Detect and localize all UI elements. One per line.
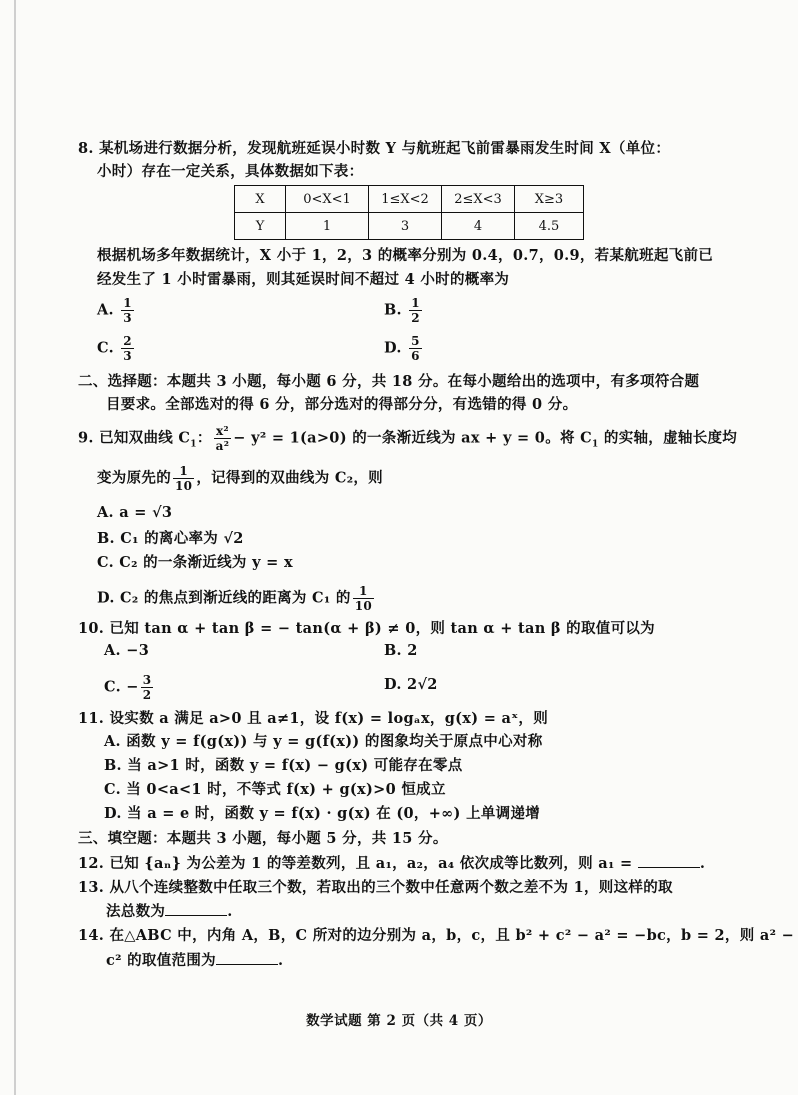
denominator: 3 xyxy=(123,311,132,325)
q9-option-c: C. C₂ 的一条渐近线为 y = x xyxy=(97,554,293,571)
q11-option-d: D. 当 a = e 时，函数 y = f(x) · g(x) 在 (0，+∞) 上单调递增 xyxy=(104,805,541,822)
q8-line4: 经发生了 1 小时雷暴雨，则其延误时间不超过 4 小时的概率为 xyxy=(97,271,510,288)
section3-heading: 三、填空题：本题共 3 小题，每小题 5 分，共 15 分。 xyxy=(78,830,448,847)
section2-line1: 二、选择题：本题共 3 小题，每小题 6 分，共 18 分。在每小题给出的选项中，有多项符合题 xyxy=(78,373,700,390)
numerator: 5 xyxy=(411,334,420,348)
q8-line2: 小时）存在一定关系，具体数据如下表： xyxy=(97,163,364,180)
numerator: x² xyxy=(214,424,232,439)
table-row xyxy=(235,213,584,240)
q9-text: 变为原先的 xyxy=(97,469,171,487)
denominator: 10 xyxy=(354,599,372,613)
q10-option-b: B. 2 xyxy=(384,642,418,659)
q9-text: 9. 已知双曲线 C xyxy=(78,429,191,447)
table-cell: 1 xyxy=(286,213,369,240)
q8-data-table xyxy=(234,185,584,240)
section2-line2: 目要求。全部选对的得 6 分，部分选对的得部分分，有选错的得 0 分。 xyxy=(106,396,578,413)
denominator: 2 xyxy=(142,688,152,702)
table-cell: Y xyxy=(235,213,286,240)
table-cell: 3 xyxy=(369,213,442,240)
page-footer: 数学试题 第 2 页（共 4 页） xyxy=(306,1013,492,1029)
q10-stem: 10. 已知 tan α + tan β = − tan(α + β) ≠ 0，则 tan α + tan β 的取值可以为 xyxy=(78,620,655,637)
q13-text: . xyxy=(227,903,233,920)
q14-text: c² 的取值范围为 xyxy=(106,952,216,969)
q8-option-a xyxy=(97,296,136,325)
numerator: 2 xyxy=(123,334,132,348)
q8-line1: 8. 某机场进行数据分析，发现航班延误小时数 Y 与航班起飞前雷暴雨发生时间 X（单位： xyxy=(78,140,671,157)
numerator: 1 xyxy=(411,296,420,310)
q13-line1: 13. 从八个连续整数中任取三个数，若取出的三个数中任意两个数之差不为 1，则这样的取 xyxy=(78,879,673,896)
option-label: A. xyxy=(97,301,114,319)
q10-option-d: D. 2√2 xyxy=(384,676,438,693)
table-row xyxy=(235,186,584,213)
denominator: 3 xyxy=(123,349,132,363)
q13-line2 xyxy=(106,901,233,922)
q9-line1: 9. 已知双曲线 $C_1$： $\frac{\text{x²}}{\text{a²}}$ − y² = 1(a>0) 的一条渐近线为 ax + y = 0。将 $C_1$ 的实轴，虚轴长度均 xyxy=(78,424,738,453)
fraction xyxy=(121,334,134,363)
q11-option-c: C. 当 0<a<1 时，不等式 f(x) + g(x)>0 恒成立 xyxy=(104,781,446,798)
q13-text: 法总数为 xyxy=(106,903,166,920)
q12-text: . xyxy=(699,855,706,872)
q8-option-d xyxy=(384,334,424,363)
fraction xyxy=(214,424,232,453)
table-cell: 4.5 xyxy=(515,213,584,240)
q8-option-b xyxy=(384,296,424,325)
table-cell: 1≤X<2 xyxy=(369,186,442,213)
answer-blank[interactable] xyxy=(638,853,700,868)
q14-line2 xyxy=(106,950,283,971)
denominator: a² xyxy=(215,439,230,453)
q9-option-b: B. C₁ 的离心率为 √2 xyxy=(97,530,244,547)
scan-edge xyxy=(14,0,16,1095)
numerator: 1 xyxy=(353,584,374,599)
table-cell: 0<X<1 xyxy=(286,186,369,213)
q9-line2 xyxy=(97,464,383,493)
q14-text: . xyxy=(277,952,284,969)
denominator: 2 xyxy=(411,311,420,325)
q12-text: 12. 已知 {aₙ} 为公差为 1 的等差数列，且 a₁，a₂，a₄ 依次成等比数列，则 a₁ = xyxy=(78,855,633,872)
answer-blank[interactable] xyxy=(165,901,227,916)
fraction xyxy=(141,673,154,702)
q10-text: C. − xyxy=(104,678,139,696)
option-label: B. xyxy=(384,301,402,319)
q8-option-c xyxy=(97,334,136,363)
fraction xyxy=(121,296,134,325)
numerator: 1 xyxy=(173,464,194,479)
q10-option-c xyxy=(104,673,155,702)
q9-option-a: A. a = √3 xyxy=(97,504,173,521)
q11-stem: 11. 设实数 a 满足 a>0 且 a≠1，设 f(x) = logₐx，g(x) = aˣ，则 xyxy=(78,710,549,727)
table-cell: X≥3 xyxy=(515,186,584,213)
q11-option-b: B. 当 a>1 时，函数 y = f(x) − g(x) 可能存在零点 xyxy=(104,757,463,774)
answer-blank[interactable] xyxy=(216,950,278,965)
option-label: D. xyxy=(384,339,402,357)
table-cell: 4 xyxy=(442,213,515,240)
q9-text: D. C₂ 的焦点到渐近线的距离为 C₁ 的 xyxy=(97,589,351,607)
q9-text: ，记得到的双曲线为 C₂，则 xyxy=(196,469,383,487)
fraction xyxy=(173,464,194,493)
denominator: 10 xyxy=(175,479,193,493)
q12-line xyxy=(78,853,705,874)
q10-option-a: A. −3 xyxy=(104,642,150,659)
table-cell: X xyxy=(235,186,286,213)
q11-option-a: A. 函数 y = f(g(x)) 与 y = g(f(x)) 的图象均关于原点中心对称 xyxy=(104,733,543,750)
numerator: 1 xyxy=(123,296,132,310)
q8-line3: 根据机场多年数据统计，X 小于 1，2，3 的概率分别为 0.4，0.7，0.9，若某航班起飞前已 xyxy=(97,247,714,264)
denominator: 6 xyxy=(411,349,420,363)
option-label: C. xyxy=(97,339,114,357)
q9-text: 的实轴，虚轴长度均 xyxy=(598,429,738,447)
q14-line1: 14. 在△ABC 中，内角 A，B，C 所对的边分别为 a，b，c，且 b² + c² − a² = −bc，b = 2，则 a² − xyxy=(78,927,795,944)
fraction xyxy=(409,334,422,363)
q9-text: ： xyxy=(196,429,212,447)
fraction xyxy=(409,296,422,325)
fraction xyxy=(353,584,374,613)
q9-option-d xyxy=(97,584,376,613)
q9-text: − y² = 1(a>0) 的一条渐近线为 ax + y = 0。将 C xyxy=(233,429,592,447)
table-cell: 2≤X<3 xyxy=(442,186,515,213)
numerator: 3 xyxy=(142,673,152,687)
